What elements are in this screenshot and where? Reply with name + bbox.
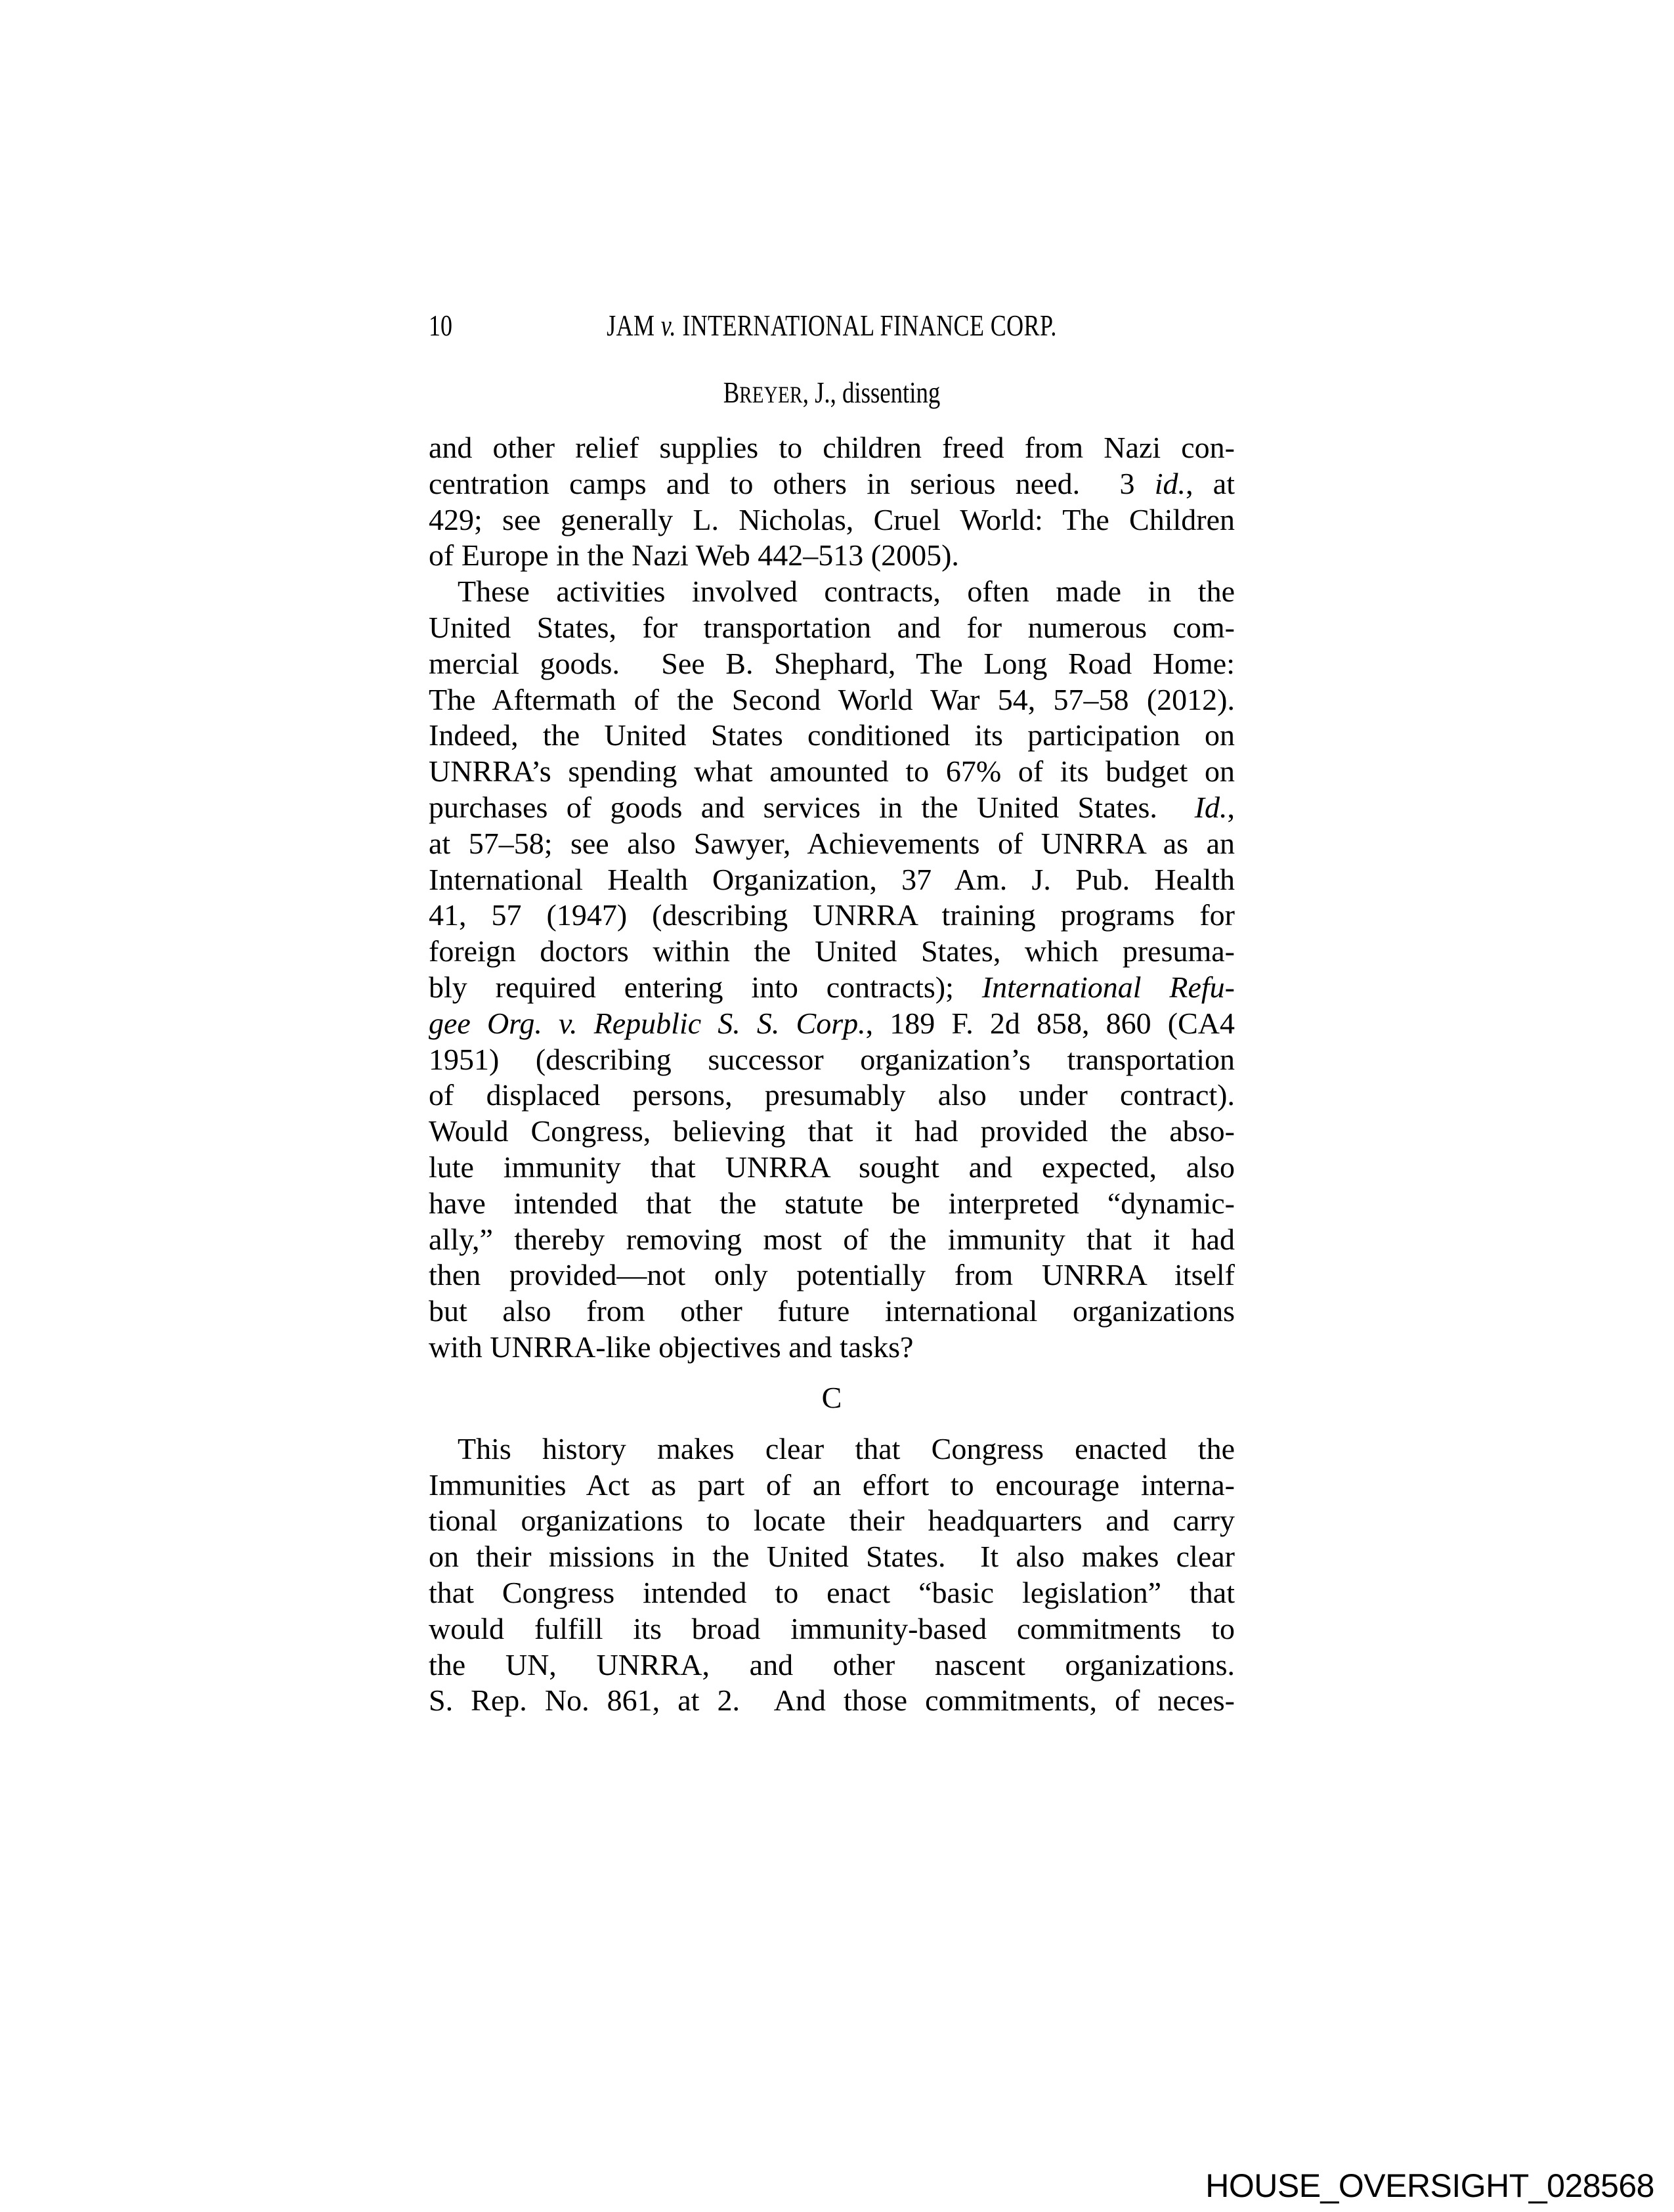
body-segment: would fulfill its broad immunity-based commitments to [429, 1611, 1235, 1645]
body-line [429, 682, 1235, 718]
body-segment: foreign doctors within the United States, which presuma- [429, 934, 1235, 968]
body-segment-italic: v. [542, 1006, 594, 1040]
body-line [429, 1683, 1235, 1719]
body-segment-italic: International Refu- [981, 970, 1235, 1004]
body-segment: that Congress intended to enact “basic legislation” that [429, 1575, 1235, 1609]
body-line [429, 754, 1235, 790]
body-line [429, 1186, 1235, 1222]
section-heading: C [821, 1381, 842, 1415]
body-segment: and other relief supplies to children freed from Nazi con- [429, 431, 1235, 464]
body-line [429, 1647, 1235, 1683]
body-segment: tional organizations to locate their headquarters and carry [429, 1504, 1235, 1538]
body-line [429, 610, 1235, 646]
body-line [429, 574, 1235, 610]
body-line [429, 862, 1235, 898]
body-line [429, 1077, 1235, 1114]
body-text [429, 430, 1235, 1719]
body-line [429, 1257, 1235, 1293]
body-segment: purchases of goods and services in the United States. [429, 790, 1195, 824]
body-segment: This history makes clear that Congress enacted the [458, 1431, 1235, 1465]
body-segment: , [1227, 790, 1235, 824]
body-line [429, 970, 1235, 1006]
case-title-pre: JAM [607, 309, 661, 342]
running-head [429, 311, 1235, 341]
case-title-versus: v. [660, 309, 676, 342]
justice-initial: B [723, 376, 740, 409]
body-line [429, 502, 1235, 538]
justice-name-smallcaps: REYER [739, 381, 803, 408]
body-segment: , 189 F. 2d 858, 860 (CA4 [865, 1006, 1235, 1040]
body-line [429, 1006, 1235, 1042]
page-number: 10 [429, 309, 452, 342]
body-segment-italic: Republic S. S. Corp. [593, 1006, 866, 1040]
body-segment: 429; see generally L. Nicholas, Cruel World: The Children [429, 502, 1235, 536]
body-segment: Would Congress, believing that it had provided the abso- [429, 1114, 1235, 1148]
body-segment: on their missions in the United States. It also makes clear [429, 1540, 1235, 1574]
body-segment: then provided—not only potentially from UNRRA itself [429, 1258, 1235, 1292]
body-line [429, 1431, 1235, 1467]
body-line [429, 1575, 1235, 1611]
body-line [429, 1114, 1235, 1150]
body-segment: International Health Organization, 37 Am. J. Pub. Health [429, 862, 1235, 896]
body-segment: United States, for transportation and for numerous com- [429, 610, 1235, 644]
body-line [429, 934, 1235, 970]
body-segment: with UNRRA-like objectives and tasks? [429, 1330, 914, 1364]
body-line [429, 466, 1235, 502]
body-segment-italic: id. [1154, 466, 1186, 500]
body-segment: of Europe in the Nazi Web 442–513 (2005). [429, 538, 959, 573]
body-segment-italic: Id. [1194, 790, 1228, 824]
body-segment: Immunities Act as part of an effort to encourage interna- [429, 1467, 1235, 1502]
case-title-post: INTERNATIONAL FINANCE CORP. [676, 309, 1057, 342]
body-segment: the UN, UNRRA, and other nascent organizations. [429, 1647, 1235, 1681]
body-segment: 41, 57 (1947) (describing UNRRA training programs for [429, 898, 1235, 932]
body-segment: ally,” thereby removing most of the immunity that it had [429, 1222, 1235, 1256]
body-line [429, 1539, 1235, 1575]
body-line [429, 898, 1235, 934]
body-line [429, 1293, 1235, 1330]
body-line [429, 430, 1235, 466]
body-segment: UNRRA’s spending what amounted to 67% of its budget on [429, 754, 1235, 789]
body-line [429, 1330, 1235, 1366]
body-segment: , at [1186, 466, 1235, 500]
body-line [429, 1150, 1235, 1186]
body-segment: but also from other future international organizations [429, 1294, 1235, 1328]
body-segment: Indeed, the United States conditioned its participation on [429, 718, 1235, 752]
body-segment: mercial goods. See B. Shephard, The Long Road Home: [429, 646, 1235, 680]
body-line [429, 1503, 1235, 1539]
body-segment: These activities involved contracts, often made in the [458, 575, 1235, 609]
body-segment: have intended that the statute be interpreted “dynamic- [429, 1186, 1235, 1220]
body-line [429, 1042, 1235, 1078]
body-segment: lute immunity that UNRRA sought and expected, also [429, 1150, 1235, 1184]
case-title [509, 311, 1154, 341]
body-segment: bly required entering into contracts); [429, 970, 982, 1004]
body-line [429, 1467, 1235, 1504]
body-line [429, 826, 1235, 862]
body-line [429, 718, 1235, 754]
body-line [429, 790, 1235, 826]
bates-stamp: HOUSE_OVERSIGHT_028568 [1205, 2167, 1654, 2204]
opinion-attribution [509, 378, 1154, 409]
body-line [429, 538, 1235, 574]
body-line [429, 1222, 1235, 1258]
body-segment: at 57–58; see also Sawyer, Achievements of UNRRA as an [429, 826, 1235, 860]
body-segment: of displaced persons, presumably also under contract). [429, 1078, 1235, 1112]
body-line [429, 1611, 1235, 1647]
body-segment: The Aftermath of the Second World War 54, 57–58 (2012). [429, 682, 1235, 716]
body-segment-italic: gee Org. [429, 1006, 542, 1040]
body-segment: 1951) (describing successor organization’s transportation [429, 1042, 1235, 1076]
attribution-suffix: , J., dissenting [802, 376, 941, 409]
body-line [429, 646, 1235, 682]
body-segment: centration camps and to others in serious need. 3 [429, 466, 1155, 500]
body-segment: S. Rep. No. 861, at 2. And those commitments, of neces- [429, 1683, 1235, 1718]
